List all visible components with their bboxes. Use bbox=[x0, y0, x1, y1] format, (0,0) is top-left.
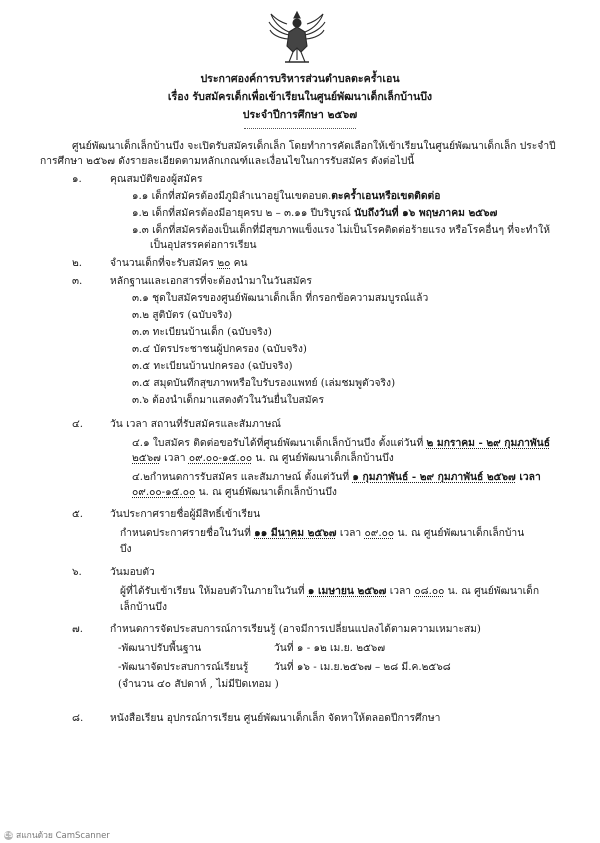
section-4-number: ๔. bbox=[72, 418, 84, 430]
section-5-line-1: กำหนดประกาศรายชื่อในวันที่ ๑๑ มีนาคม ๒๕๖๗ เวลา ๐๙.๐๐ น. ณ ศูนย์พัฒนาเด็กเล็กบ้าน bbox=[120, 527, 525, 539]
section-4-title: วัน เวลา สถานที่รับสมัครและสัมภาษณ์ bbox=[110, 418, 281, 430]
section-5-number: ๕. bbox=[72, 508, 84, 520]
section-3-item-7: ๓.๖ ต้องนำเด็กมาแสดงตัวในวันยื่นใบสมัคร bbox=[132, 394, 324, 406]
section-6-line-2: เล็กบ้านบึง bbox=[120, 601, 167, 613]
section-7-note: (จำนวน ๔๐ สัปดาห์ , ไม่มีปิดเทอม ) bbox=[118, 678, 279, 690]
section-1-item-1: ๑.๑ เด็กที่สมัครต้องมีภูมิลำเนาอยู่ในเขตอบต.ตะครํ้าเอนหรือเขตติดต่อ bbox=[132, 190, 441, 202]
section-2-number: ๒. bbox=[72, 257, 83, 269]
scanner-watermark-text: สแกนด้วย CamScanner bbox=[16, 831, 110, 841]
section-7-number: ๗. bbox=[72, 623, 84, 635]
section-3-item-4: ๓.๔ บัตรประชาชนผู้ปกครอง (ฉบับจริง) bbox=[132, 343, 307, 355]
section-7-row-1-label: -พัฒนาปรับพื้นฐาน bbox=[118, 642, 202, 654]
section-7-row-2-label: -พัฒนาจัดประสบการณ์เรียนรู้ bbox=[118, 661, 249, 673]
section-1-number: ๑. bbox=[72, 173, 82, 185]
section-3-item-3: ๓.๓ ทะเบียนบ้านเด็ก (ฉบับจริง) bbox=[132, 326, 272, 338]
section-2-text: จำนวนเด็กที่จะรับสมัคร ๒๐ คน bbox=[110, 257, 248, 269]
section-1-item-3-line-2: เป็นอุปสรรคต่อการเรียน bbox=[150, 239, 257, 251]
section-8-text: หนังสือเรียน อุปกรณ์การเรียน ศูนย์พัฒนาเด็กเล็ก จัดหาให้ตลอดปีการศึกษา bbox=[110, 712, 441, 724]
section-6-title: วันมอบตัว bbox=[110, 566, 155, 578]
section-4-item-2-line-2: ๐๙.๐๐-๑๕.๐๐ น. ณ ศูนย์พัฒนาเด็กเล็กบ้านบึง bbox=[132, 486, 337, 498]
section-4-item-1-line-2: ๒๕๖๗ เวลา ๐๙.๐๐-๑๕.๐๐ น. ณ ศูนย์พัฒนาเด็กเล็กบ้านบึง bbox=[132, 452, 394, 464]
section-7-title: กำหนดการจัดประสบการณ์การเรียนรู้ (อาจมีการเปลี่ยนแปลงได้ตามความเหมาะสม) bbox=[110, 623, 481, 635]
title-academic-year: ประจำปีการศึกษา ๒๕๖๗ bbox=[242, 109, 358, 121]
title-separator bbox=[244, 128, 356, 129]
section-3-item-6: ๓.๕ สมุดบันทึกสุขภาพหรือใบรับรองแพทย์ (เล่มชมพูตัวจริง) bbox=[132, 377, 396, 389]
section-1-item-2: ๑.๒ เด็กที่สมัครต้องมีอายุครบ ๒ – ๓.๑๑ ปีบริบูรณ์ นับถึงวันที่ ๑๖ พฤษภาคม ๒๕๖๗ bbox=[132, 207, 498, 219]
section-3-item-2: ๓.๒ สูติบัตร (ฉบับจริง) bbox=[132, 309, 233, 321]
section-3-title: หลักฐานและเอกสารที่จะต้องนำมาในวันสมัคร bbox=[110, 275, 312, 287]
title-subject: เรื่อง รับสมัครเด็กเพื่อเข้าเรียนในศูนย์พัฒนาเด็กเล็กบ้านบึง bbox=[167, 91, 433, 103]
section-4-item-1-line-1: ๔.๑ ใบสมัคร ติดต่อขอรับได้ที่ศูนย์พัฒนาเด็กเล็กบ้านบึง ตั้งแต่วันที่ ๒ มกราคม - ๒๙ กุมภาพันธ์ bbox=[132, 437, 550, 449]
section-2-count: ๒๐ bbox=[217, 257, 231, 269]
section-3-item-1: ๓.๑ ชุดใบสมัครของศูนย์พัฒนาเด็กเล็ก ที่กรอกข้อความสมบูรณ์แล้ว bbox=[132, 292, 429, 304]
section-1-item-3-line-1: ๑.๓ เด็กที่สมัครต้องเป็นเด็กที่มีสุขภาพแข็งแรง ไม่เป็นโรคติดต่อร้ายแรง หรือโรคอื่นๆ ที่จะทำให้ bbox=[132, 224, 550, 236]
section-1-title: คุณสมบัติของผู้สมัคร bbox=[110, 173, 203, 185]
scanner-watermark bbox=[4, 828, 110, 842]
camscanner-icon: CS bbox=[4, 831, 13, 839]
section-6-number: ๖. bbox=[72, 566, 82, 578]
section-7-row-1-value: วันที่ ๑ - ๑๒ เม.ย. ๒๕๖๗ bbox=[274, 642, 386, 654]
garuda-emblem-icon bbox=[267, 8, 327, 66]
section-3-number: ๓. bbox=[72, 275, 83, 287]
section-7-row-2-value: วันที่ ๑๖ - เม.ย.๒๕๖๗ – ๒๘ มี.ค.๒๕๖๘ bbox=[274, 661, 451, 673]
intro-line-1: ศูนย์พัฒนาเด็กเล็กบ้านบึง จะเปิดรับสมัครเด็กเล็ก โดยทำการคัดเลือกให้เข้าเรียนในศูนย์พัฒนาเด็กเล็ก ประจำปี bbox=[72, 140, 556, 152]
section-6-line-1: ผู้ที่ได้รับเข้าเรียน ให้มอบตัวในภายในวันที่ ๑ เมษายน ๒๕๖๗ เวลา ๐๘.๐๐ น. ณ ศูนย์พัฒนาเด็ก bbox=[120, 585, 540, 597]
section-5-title: วันประกาศรายชื่อผู้มีสิทธิ์เข้าเรียน bbox=[110, 508, 261, 520]
title-line-1: ประกาศองค์การบริหารส่วนตำบลตะครํ้าเอน bbox=[200, 73, 400, 85]
section-4-item-2-line-1: ๔.๒กำหนดการรับสมัคร และสัมภาษณ์ ตั้งแต่วันที่ ๑ กุมภาพันธ์ - ๒๙ กุมภาพันธ์ ๒๕๖๗ เวลา bbox=[132, 471, 541, 483]
section-8-number: ๘. bbox=[72, 712, 84, 724]
section-5-line-2: บึง bbox=[120, 543, 132, 555]
section-3-item-5: ๓.๕ ทะเบียนบ้านปกครอง (ฉบับจริง) bbox=[132, 360, 293, 372]
intro-line-2: การศึกษา ๒๕๖๗ ดังรายละเอียดตามหลักเกณฑ์และเงื่อนไขในการรับสมัคร ดังต่อไปนี้ bbox=[40, 155, 415, 167]
